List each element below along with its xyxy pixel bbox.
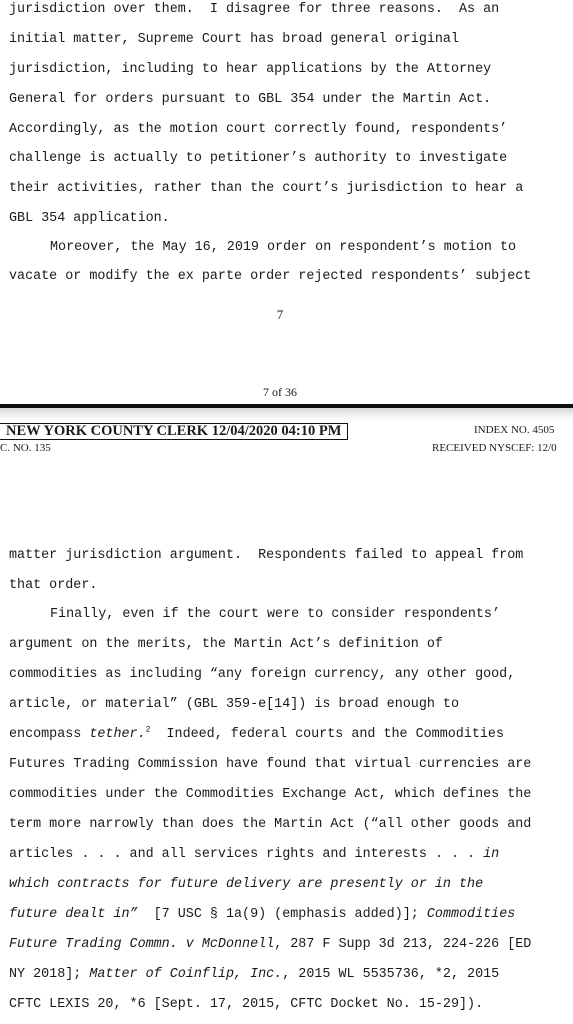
text-line: jurisdiction over them. I disagree for three reasons. As an: [9, 2, 500, 17]
citation: NY 2018];: [9, 967, 90, 982]
text-line: commodities under the Commodities Exchange Act, which defines the: [9, 787, 532, 802]
text-line: matter jurisdiction argument. Respondents failed to appeal from: [9, 548, 524, 563]
text-run: articles . . . and all services rights and interests . . .: [9, 847, 484, 862]
citation: [7 USC § 1a(9) (emphasis added)];: [137, 907, 427, 922]
page-separator-shadow: [0, 408, 573, 422]
text-line: that order.: [9, 578, 98, 593]
page-counter: 7 of 36: [263, 385, 297, 399]
text-run: Indeed, federal courts and the Commodities: [150, 727, 504, 742]
text-line: [9, 937, 531, 953]
italic-term: tether.: [89, 727, 146, 742]
text-line: argument on the merits, the Martin Act’s definition of: [9, 637, 443, 652]
received-date: RECEIVED NYSCEF: 12/0: [432, 442, 557, 454]
citation: , 287 F Supp 3d 213, 224-226 [ED: [274, 937, 532, 952]
text-line: Finally, even if the court were to consider respondents’: [50, 607, 500, 622]
text-line: General for orders pursuant to GBL 354 under the Martin Act.: [9, 92, 492, 107]
text-line: [9, 847, 499, 863]
italic-text: future dealt in”: [9, 907, 138, 922]
text-line: [9, 967, 499, 983]
footnote-marker[interactable]: 2: [145, 725, 151, 735]
text-line: Futures Trading Commission have found that virtual currencies are: [9, 757, 532, 772]
clerk-stamp: NEW YORK COUNTY CLERK 12/04/2020 04:10 PM: [0, 423, 348, 440]
text-run: encompass: [9, 727, 90, 742]
case-name: Matter of Coinflip, Inc.: [89, 967, 283, 982]
document-number: C. NO. 135: [0, 442, 51, 454]
case-name: Future Trading Commn. v McDonnell: [9, 937, 275, 952]
text-line: Accordingly, as the motion court correctly found, respondents’: [9, 122, 508, 137]
citation: , 2015 WL 5535736, *2, 2015: [282, 967, 500, 982]
text-line: initial matter, Supreme Court has broad general original: [9, 32, 459, 47]
text-line: their activities, rather than the court’s jurisdiction to hear a: [9, 181, 524, 196]
text-line: article, or material” (GBL 359-e[14]) is broad enough to: [9, 697, 459, 712]
page-number: 7: [276, 307, 284, 322]
text-line: [9, 727, 504, 743]
text-line: which contracts for future delivery are presently or in the: [9, 877, 484, 892]
text-line: vacate or modify the ex parte order rejected respondents’ subject: [9, 269, 532, 284]
text-line: term more narrowly than does the Martin Act (“all other goods and: [9, 817, 532, 832]
text-line: challenge is actually to petitioner’s authority to investigate: [9, 151, 508, 166]
text-line: Moreover, the May 16, 2019 order on respondent’s motion to: [50, 240, 517, 255]
text-line: [9, 907, 515, 923]
text-line: jurisdiction, including to hear applications by the Attorney: [9, 62, 492, 77]
text-line: GBL 354 application.: [9, 211, 170, 226]
case-name: Commodities: [426, 907, 516, 922]
index-number: INDEX NO. 4505: [474, 424, 555, 436]
text-line: CFTC LEXIS 20, *6 [Sept. 17, 2015, CFTC Docket No. 15-29]).: [9, 997, 484, 1012]
italic-text: in: [483, 847, 500, 862]
text-line: commodities as including “any foreign currency, any other good,: [9, 667, 516, 682]
